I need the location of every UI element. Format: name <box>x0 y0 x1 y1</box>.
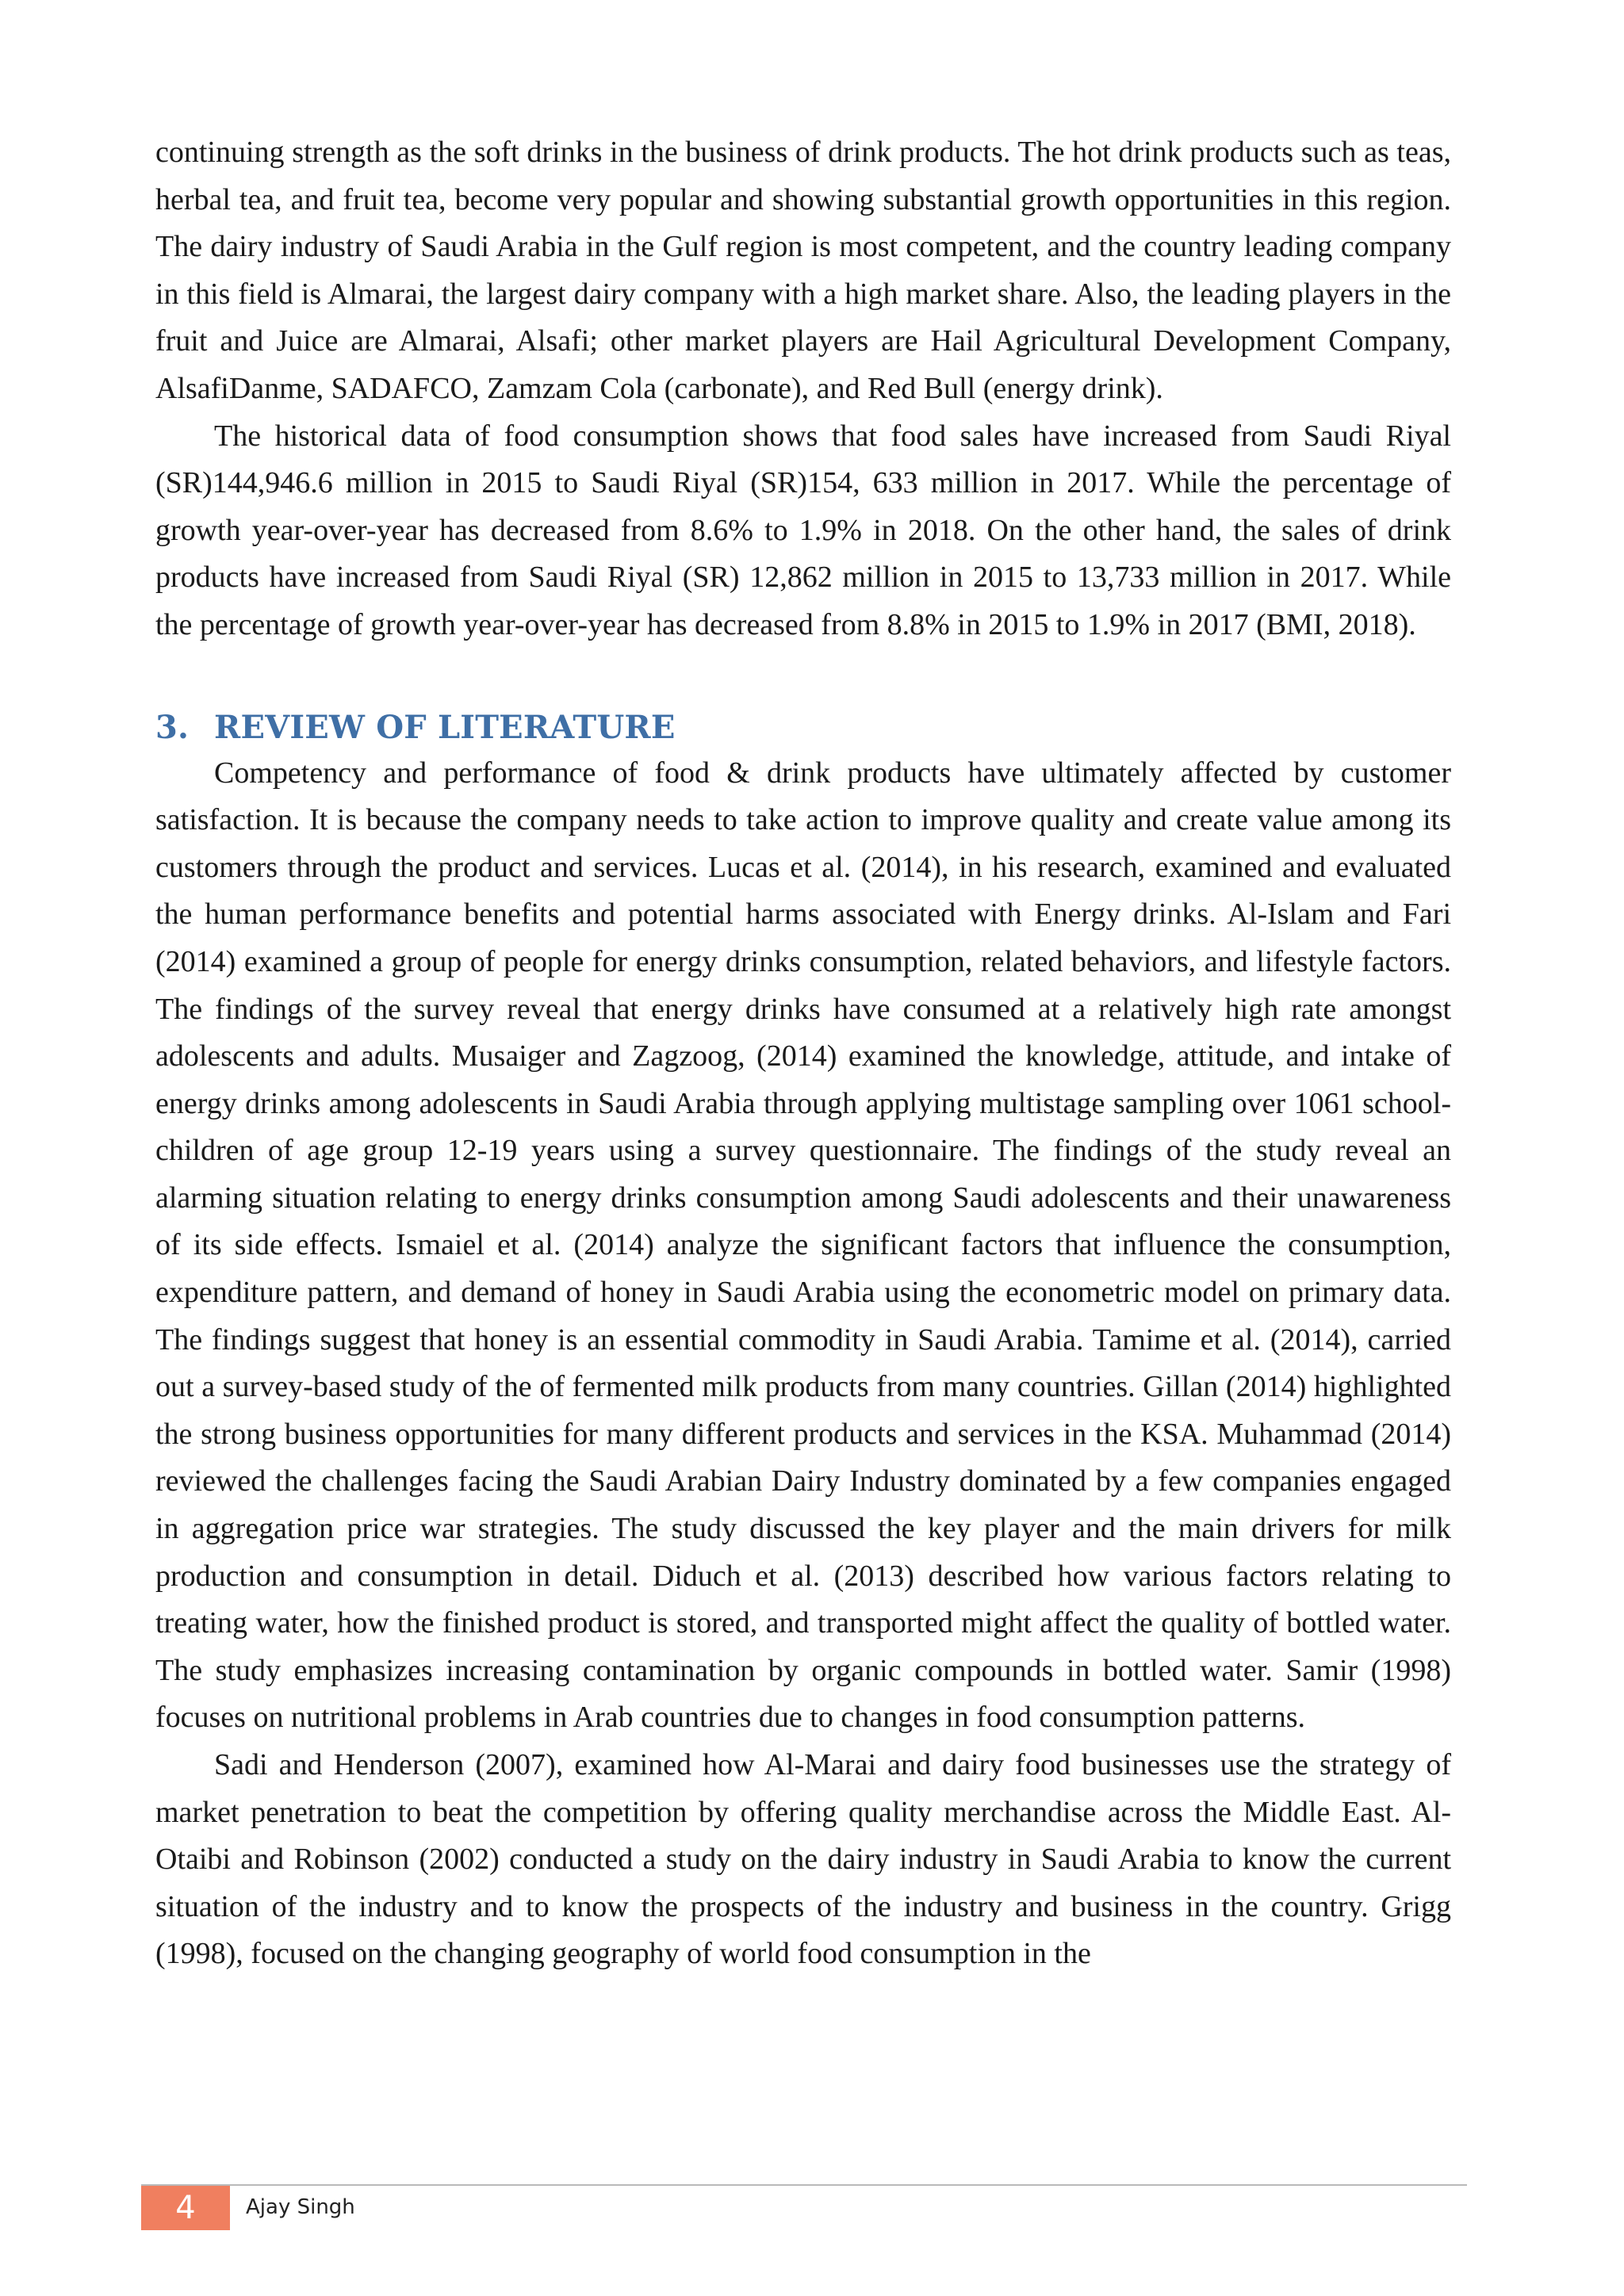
literature-paragraph-2: Sadi and Henderson (2007), examined how Al-Marai and dairy food businesses use the strategy of market penetration to beat the competition by offering quality merchandise across the Middle East. Al-Otaibi and Robinson (2002) conducted a study on the dairy industry in Saudi Arabia to know the current situation of the industry and to know the prospects of the industry and business in the country. Grigg (1998), focused on the changing geography of world food consumption in the <box>155 1748 1451 1971</box>
body-paragraph-2: The historical data of food consumption shows that food sales have increased from Saudi Riyal (SR)144,946.6 million in 2015 to Saudi Riyal (SR)154, 633 million in 2017. While the percentage of growth year-over-year has decreased from 8.6% to 1.9% in 2018. On the other hand, the sales of drink products have increased from Saudi Riyal (SR) 12,862 million in 2015 to 13,733 million in 2017. While the percentage of growth year-over-year has decreased from 8.8% in 2015 to 1.9% in 2017 (BMI, 2018). <box>155 419 1451 641</box>
body-paragraph-1: continuing strength as the soft drinks in the business of drink products. The hot drink products such as teas, herbal tea, and fruit tea, become very popular and showing substantial growth opportunities in this region. The dairy industry of Saudi Arabia in the Gulf region is most competent, and the country leading company in this field is Almarai, the largest dairy company with a high market share. Also, the leading players in the fruit and Juice are Almarai, Alsafi; other market players are Hail Agricultural Development Company, AlsafiDanme, SADAFCO, Zamzam Cola (carbonate), and Red Bull (energy drink). <box>155 136 1451 405</box>
literature-paragraph-1: Competency and performance of food & drink products have ultimately affected by customer satisfaction. It is because the company needs to take action to improve quality and create value among its customers through the product and services. Lucas et al. (2014), in his research, examined and evaluated the human performance benefits and potential harms associated with Energy drinks. Al-Islam and Fari (2014) examined a group of people for energy drinks consumption, related behaviors, and lifestyle factors. The findings of the survey reveal that energy drinks have consumed at a relatively high rate amongst adolescents and adults. Musaiger and Zagzoog, (2014) examined the knowledge, attitude, and intake of energy drinks among adolescents in Saudi Arabia through applying multistage sampling over 1061 school-children of age group 12-19 years using a survey questionnaire. The findings of the study reveal an alarming situation relating to energy drinks consumption among Saudi adolescents and their unawareness of its side effects. Ismaiel et al. (2014) analyze the significant factors that influence the consumption, expenditure pattern, and demand of honey in Saudi Arabia using the econometric model on primary data. The findings suggest that honey is an essential commodity in Saudi Arabia. Tamime et al. (2014), carried out a survey-based study of the of fermented milk products from many countries. Gillan (2014) highlighted the strong business opportunities for many different products and services in the KSA. Muhammad (2014) reviewed the challenges facing the Saudi Arabian Dairy Industry dominated by a few companies engaged in aggregation price war strategies. The study discussed the key player and the main drivers for milk production and consumption in detail. Diduch et al. (2013) described how various factors relating to treating water, how the finished product is stored, and transported might affect the quality of bottled water. The study emphasizes increasing contamination by organic compounds in bottled water. Samir (1998) focuses on nutritional problems in Arab countries due to changes in food consumption patterns. <box>155 756 1451 1735</box>
section-title: REVIEW OF LITERATURE <box>214 708 676 746</box>
footer-divider <box>141 2184 1467 2186</box>
page-number: 4 <box>141 2186 230 2230</box>
page-content <box>155 129 1451 1978</box>
section-number: 3. <box>155 708 190 746</box>
section-heading <box>155 706 1451 750</box>
footer-author: Ajay Singh <box>246 2195 355 2219</box>
